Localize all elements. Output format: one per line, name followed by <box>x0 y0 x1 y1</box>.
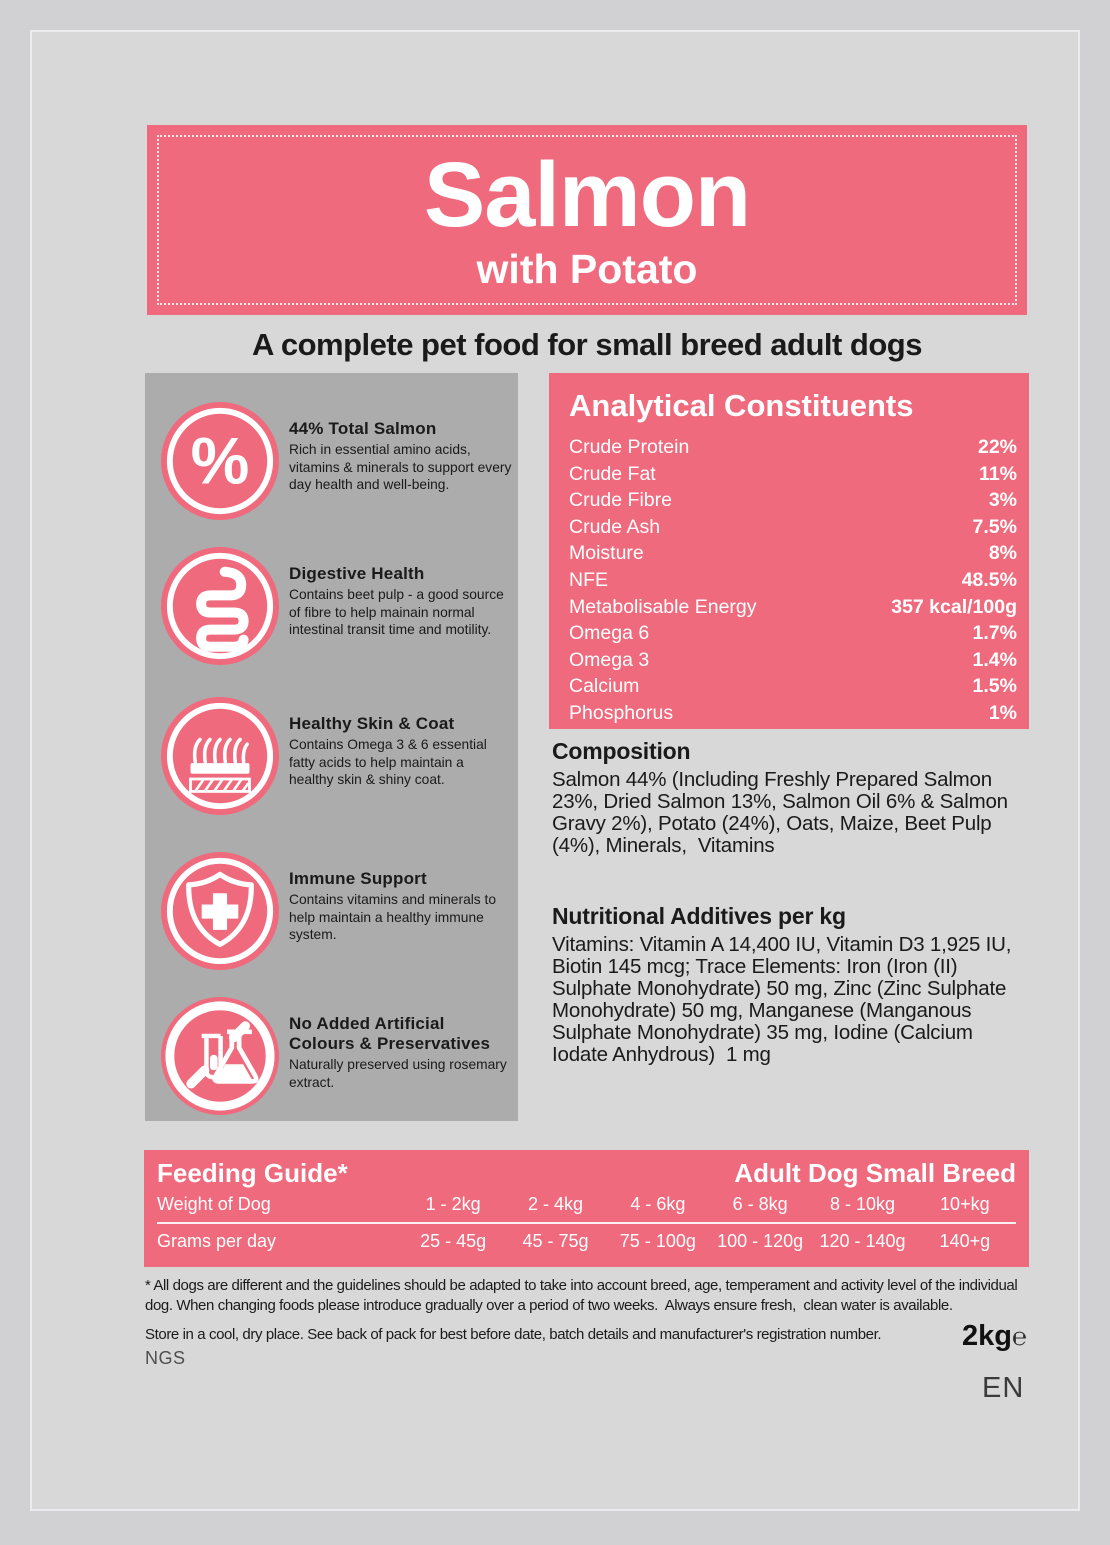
analytical-row <box>569 434 1017 461</box>
additives-body: Vitamins: Vitamin A 14,400 IU, Vitamin D3 1,925 IU, Biotin 145 mcg; Trace Elements: Iron (Iron (II) Sulphate Monohydrate) 50 mg, Zinc (Zinc Sulphate Monohydrate) 50 mg, Manganese (Manganous Sulphate Monohydrate) 35 mg, Iodine (Calcium Iodate Anhydrous) 1 mg <box>552 933 1017 1066</box>
row-label: Omega 6 <box>569 622 650 645</box>
product-banner <box>147 125 1027 315</box>
row-label: Phosphorus <box>569 701 674 724</box>
analytical-heading: Analytical Constituents <box>569 388 914 423</box>
net-weight: 2kg℮ <box>962 1320 1027 1352</box>
feeding-weight-row <box>144 1189 1029 1220</box>
row-label: Moisture <box>569 542 644 565</box>
feature-title: Immune Support <box>289 869 427 888</box>
row-value: 1.4% <box>972 648 1017 671</box>
composition-section <box>552 738 1032 857</box>
row-label: Calcium <box>569 675 640 698</box>
grams-cell: 120 - 140g <box>819 1231 906 1251</box>
analytical-row <box>569 673 1017 700</box>
row-value: 357 kcal/100g <box>891 595 1017 618</box>
feature-title: No Added Artificial Colours & Preservatives <box>289 1014 491 1053</box>
grams-cell: 25 - 45g <box>420 1231 487 1251</box>
additives-heading: Nutritional Additives per kg <box>552 903 846 929</box>
weight-cell: 6 - 8kg <box>732 1194 788 1214</box>
features-sidebar <box>145 373 518 1121</box>
grams-cell: 100 - 120g <box>717 1231 804 1251</box>
row-value: 1% <box>988 701 1017 724</box>
grams-cell: 45 - 75g <box>522 1231 589 1251</box>
additives-section <box>552 903 1032 1066</box>
grams-cell: 140+g <box>939 1231 991 1251</box>
row-label: NFE <box>569 568 608 591</box>
feature-skin-coat <box>161 697 512 815</box>
row-label: Crude Fat <box>569 462 656 485</box>
feature-digestive-health <box>161 547 512 665</box>
svg-text:%: % <box>190 424 250 499</box>
analytical-row <box>569 594 1017 621</box>
intestine-icon <box>161 547 279 665</box>
feature-body: Contains beet pulp - a good source of fibre to help mainain normal intestinal transit time and motility. <box>289 587 504 637</box>
feeding-guide-subtitle: Adult Dog Small Breed <box>734 1158 1016 1188</box>
product-subtitle: with Potato <box>476 246 698 292</box>
row-value: 11% <box>979 462 1017 485</box>
product-code: NGS <box>145 1348 186 1368</box>
composition-body: Salmon 44% (Including Freshly Prepared Salmon 23%, Dried Salmon 13%, Salmon Oil 6% & Salmon Gravy 2%), Potato (24%), Oats, Maize, Beet Pulp (4%), Minerals, Vitamins <box>552 768 1014 857</box>
row-label: Omega 3 <box>569 648 650 671</box>
row-label: Crude Ash <box>569 515 661 538</box>
shield-cross-icon <box>161 852 279 970</box>
feeding-guide-panel <box>144 1150 1029 1267</box>
feeding-guide-footnote: * All dogs are different and the guidelines should be adapted to take into account breed, age, temperament and activity level of the individual dog. When changing foods please introduce gradually over a period of two weeks. Always ensure fresh, clean water is available. <box>145 1277 1022 1314</box>
no-flask-icon <box>161 997 279 1115</box>
weight-cell: 8 - 10kg <box>829 1194 896 1214</box>
analytical-row <box>569 647 1017 674</box>
row-label: Crude Fibre <box>569 489 672 512</box>
row-label: Metabolisable Energy <box>569 595 757 618</box>
fur-icon <box>161 697 279 815</box>
feature-immune-support <box>161 852 512 970</box>
grams-cell: 75 - 100g <box>619 1231 696 1251</box>
analytical-row <box>569 461 1017 488</box>
row-label: Grams per day <box>157 1231 277 1251</box>
row-value: 48.5% <box>961 568 1017 591</box>
row-value: 1.5% <box>972 675 1017 698</box>
weight-cell: 10+kg <box>940 1194 990 1214</box>
analytical-row <box>569 540 1017 567</box>
row-value: 22% <box>977 436 1017 458</box>
analytical-row <box>569 487 1017 514</box>
percent-icon <box>161 402 279 520</box>
product-title: Salmon <box>423 144 751 246</box>
feature-body: Contains vitamins and minerals to help maintain a healthy immune system. <box>289 892 497 942</box>
feature-body: Contains Omega 3 & 6 essential fatty acids to help maintain a healthy skin & shiny coat. <box>289 737 487 787</box>
weight-cell: 1 - 2kg <box>425 1194 481 1214</box>
feeding-guide-title: Feeding Guide* <box>157 1158 348 1188</box>
analytical-row <box>569 567 1017 594</box>
feature-title: Healthy Skin & Coat <box>289 714 455 733</box>
row-value: 3% <box>988 489 1017 512</box>
row-label: Weight of Dog <box>157 1194 271 1214</box>
analytical-row <box>569 514 1017 541</box>
feeding-divider <box>157 1222 1016 1224</box>
row-value: 7.5% <box>972 515 1017 538</box>
feature-total-salmon <box>161 402 512 520</box>
label-card <box>30 30 1080 1511</box>
analytical-constituents-panel <box>549 373 1029 729</box>
feature-title: Digestive Health <box>289 564 425 583</box>
feature-body: Rich in essential amino acids, vitamins & minerals to support every day health and well-being. <box>289 442 512 492</box>
composition-heading: Composition <box>552 738 691 764</box>
estimated-sign: ℮ <box>1011 1323 1027 1351</box>
product-tagline: A complete pet food for small breed adult dogs <box>252 327 922 362</box>
feature-body: Naturally preserved using rosemary extract. <box>289 1057 507 1090</box>
storage-instructions: Store in a cool, dry place. See back of pack for best before date, batch details and manufacturer's registration number. <box>145 1326 882 1343</box>
feature-title: 44% Total Salmon <box>289 419 437 438</box>
row-value: 8% <box>988 542 1017 565</box>
language-code: EN <box>982 1372 1025 1404</box>
analytical-row <box>569 700 1017 727</box>
weight-cell: 4 - 6kg <box>630 1194 686 1214</box>
row-value: 1.7% <box>972 622 1017 645</box>
feature-no-artificial <box>161 997 512 1115</box>
row-label: Crude Protein <box>569 436 690 458</box>
feeding-grams-row <box>144 1226 1029 1257</box>
weight-cell: 2 - 4kg <box>527 1194 583 1214</box>
analytical-row <box>569 620 1017 647</box>
